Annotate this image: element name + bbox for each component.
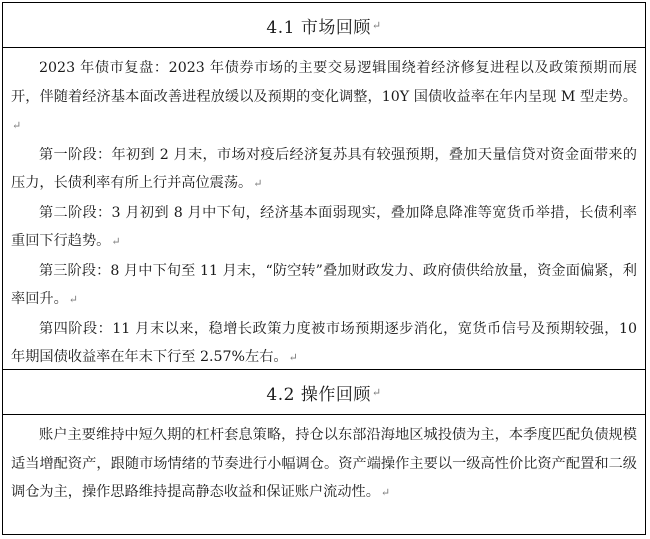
paragraph: 第一阶段：年初到 2 月末，市场对疫后经济复苏具有较强预期，叠加天量信贷对资金面带来的压力，长债利率有所上行并高位震荡。↵ (11, 146, 637, 191)
section-heading-market-review (3, 3, 645, 48)
section-body-operation-review (3, 415, 645, 512)
paragraph-mark-icon: ↵ (371, 18, 382, 32)
section-heading-operation-review (3, 370, 645, 415)
paragraph-mark-icon: ↵ (380, 486, 391, 499)
paragraph: 第二阶段：3 月初到 8 月中下旬，经济基本面弱现实，叠加降息降准等宽货币举措，长债利率重回下行趋势。↵ (11, 204, 637, 249)
section-body-market-review (3, 48, 645, 370)
paragraph-mark-icon: ↵ (111, 235, 121, 248)
paragraph-mark-icon: ↵ (68, 293, 78, 306)
section-title: 4.1 市场回顾 (266, 17, 371, 38)
section-title: 4.2 操作回顾 (266, 384, 371, 405)
paragraph: 2023 年债市复盘：2023 年债券市场的主要交易逻辑围绕着经济修复进程以及政策预期而展开，伴随着经济基本面改善进程放缓以及预期的变化调整，10Y 国债收益率在年内呈现 M 型走势。↵ (11, 60, 637, 132)
paragraph: 第三阶段：8 月中下旬至 11 月末，“防空转”叠加财政发力、政府债供给放量，资金面偏紧，利率回升。↵ (11, 262, 637, 307)
paragraph: 账户主要维持中短久期的杠杆套息策略，持仓以东部沿海地区城投债为主，本季度匹配负债规模适当增配资产，跟随市场情绪的节奏进行小幅调仓。资产端操作主要以一级高性价比资产配置和二级调仓为主，操作思路维持提高静态收益和保证账户流动性。↵ (11, 427, 637, 500)
paragraph-mark-icon: ↵ (12, 119, 22, 132)
paragraph-mark-icon: ↵ (371, 385, 382, 399)
document-table (2, 2, 646, 535)
paragraph: 第四阶段：11 月末以来，稳增长政策力度被市场预期逐步消化，宽货币信号及预期较强，10 年期国债收益率在年末下行至 2.57%左右。↵ (11, 320, 637, 365)
paragraph-mark-icon: ↵ (288, 351, 298, 364)
paragraph-mark-icon: ↵ (253, 177, 263, 190)
